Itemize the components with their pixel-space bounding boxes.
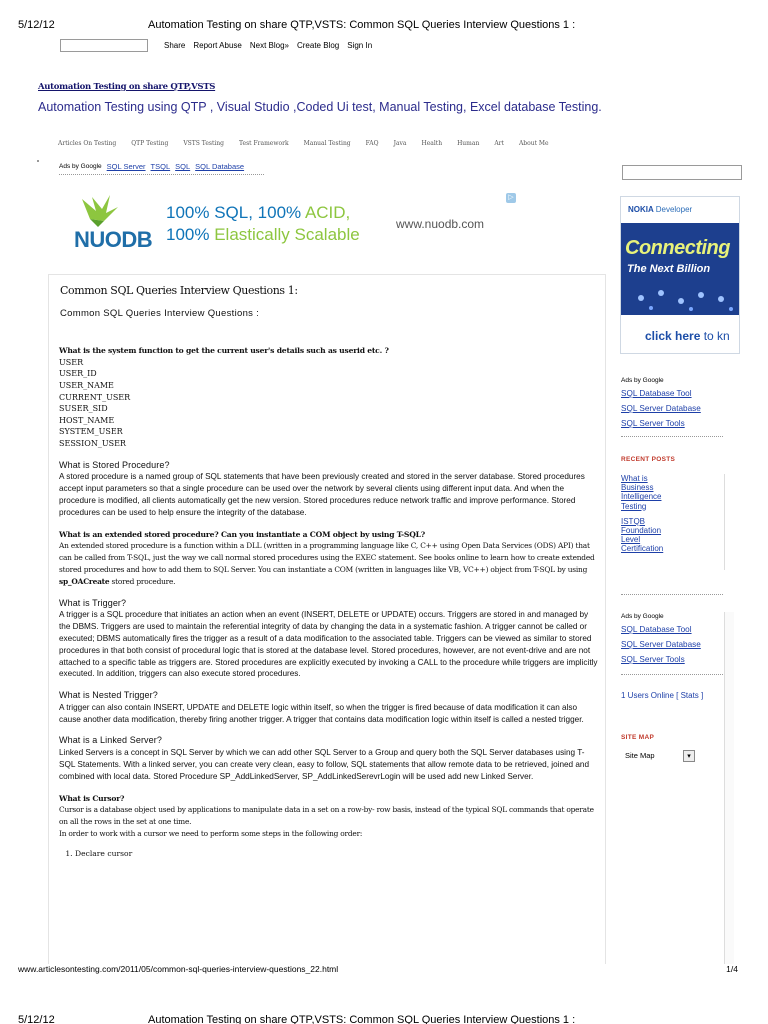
navbar-search-input[interactable] xyxy=(60,39,148,52)
nuodb-banner-ad[interactable] xyxy=(70,193,518,251)
banner-line-2-text: 100% xyxy=(166,225,215,244)
users-online[interactable]: 1 Users Online [ Stats ] xyxy=(621,691,704,700)
sidebar-ad-link[interactable]: SQL Server Tools xyxy=(621,655,685,664)
list-item: CURRENT_USER xyxy=(59,392,131,402)
navbar-create-blog-link[interactable]: Create Blog xyxy=(296,40,340,50)
list-item: USER xyxy=(59,357,84,367)
tab-qtp-testing[interactable]: QTP Testing xyxy=(131,140,169,147)
print-date: 5/12/12 xyxy=(18,19,55,31)
blog-description: Automation Testing using QTP , Visual Studio ,Coded Ui test, Manual Testing, Excel database Testing. xyxy=(38,100,602,114)
question-stored-procedure: What is Stored Procedure? xyxy=(59,459,170,470)
print-header-page-2 xyxy=(0,1014,768,1024)
sidebar-ad-link[interactable]: SQL Server Tools xyxy=(621,419,685,428)
ads-by-google-label[interactable]: Ads by Google xyxy=(621,613,664,620)
sidebar-ad-link[interactable]: SQL Server Database xyxy=(621,404,701,413)
banner-url: www.nuodb.com xyxy=(396,217,485,231)
banner-line-1 xyxy=(166,203,350,223)
page-tabs xyxy=(58,140,549,147)
question-system-function: What is the system function to get the current user's details such as userid etc. ? xyxy=(59,346,389,355)
nokia-brand xyxy=(628,205,692,214)
sidebar-search-input[interactable] xyxy=(622,165,742,180)
list-item: SESSION_USER xyxy=(59,438,126,448)
ad-link-sql-database[interactable]: SQL Database xyxy=(195,162,245,171)
banner-line-2-highlight: Elastically Scalable xyxy=(214,225,360,244)
post-body xyxy=(59,345,599,860)
list-item: USER_ID xyxy=(59,369,97,379)
site-map-heading: SITE MAP xyxy=(621,734,655,741)
divider xyxy=(621,594,723,595)
print-footer-url: www.articlesontesting.com/2011/05/common-sql-queries-interview-questions_22.html xyxy=(18,964,339,974)
answer-text: stored procedure. xyxy=(109,576,176,586)
sidebar-ad-link[interactable]: SQL Database Tool xyxy=(621,389,692,398)
blogger-navbar xyxy=(60,38,372,52)
answer-nested-trigger: A trigger can also contain INSERT, UPDATE and DELETE logic within itself, so when the trigger is fired because of data modification it can also cause another data modification, thereby firing another trigger. A trigger that contains data modification logic within itself is called a nested trigger. xyxy=(59,702,584,724)
list-item: SUSER_SID xyxy=(59,404,108,414)
ad-link-sql[interactable]: SQL xyxy=(175,162,191,171)
recent-posts-heading: RECENT POSTS xyxy=(621,456,676,463)
divider xyxy=(621,674,723,675)
ad-link-tsql[interactable]: TSQL xyxy=(150,162,171,171)
print-header xyxy=(0,19,768,33)
divider xyxy=(621,436,723,437)
ads-by-google-label[interactable]: Ads by Google xyxy=(59,163,102,170)
tab-test-framework[interactable]: Test Framework xyxy=(239,140,289,147)
print-footer-page: 1/4 xyxy=(726,964,738,974)
site-map-select-value: Site Map xyxy=(625,751,655,760)
ad-links-top xyxy=(59,162,244,171)
sidebar-ads-1 xyxy=(621,376,701,431)
answer-trigger: A trigger is a SQL procedure that initiates an action when an event (INSERT, DELETE or UPDATE) occurs. Triggers are stored in and managed by the DBMS. Triggers are used to maintain the referential integrity of data by changing the data in a systematic fashion. A trigger cannot be called or executed; DBMS automatically fires the trigger as a result of a data modification to the associated table. Triggers can be viewed as similar to stored procedures in that both consist of procedural logic that is stored at the database level. Stored procedures, however, are not event-drive and are not attached to a specific table as triggers are. Stored procedures are explicitly executed by invoking a CALL to the procedure while triggers are implicitly executed. In addition, triggers can also execute stored procedures. xyxy=(59,610,598,679)
nuodb-bird-icon xyxy=(80,193,120,229)
ads-by-google-label[interactable]: Ads by Google xyxy=(621,377,664,384)
tab-vsts-testing[interactable]: VSTS Testing xyxy=(183,140,224,147)
banner-line-1-highlight: ACID, xyxy=(304,203,351,222)
nokia-sidebar-ad[interactable] xyxy=(620,196,740,354)
banner-line-2 xyxy=(166,225,360,245)
answer-bold-term: sp_OACreate xyxy=(59,576,110,586)
nokia-ad-headline: Connecting xyxy=(625,237,730,259)
answer-linked-server: Linked Servers is a concept in SQL Server by which we can add other SQL Server to a Group and query both the SQL Server databases using T-SQL Statements. With a linked server, you can create very clean, easy to follow, SQL statements that allow remote data to be retrieved, joined and combined with local data. Stored Procedure SP_AddLinkedServer, SP_AddLinkedSerevrLogin will be used add new Linked Server. xyxy=(59,748,590,781)
answer-text: An extended stored procedure is a function within a DLL (written in a programming language like C, C++ using Open Data Services (ODS) API) that can be called from T-SQL, just the way we call normal stored procedures using the EXEC statement. See books online to learn how to create extended stored procedures and how to add them to SQL Server. You can instantiate a COM (written in languages like VB, VC++) object from T-SQL by using xyxy=(59,541,595,574)
ad-link-sql-server[interactable]: SQL Server xyxy=(106,162,146,171)
question-nested-trigger: What is Nested Trigger? xyxy=(59,690,158,701)
bullet-dot xyxy=(37,160,39,162)
nokia-ad-cta[interactable] xyxy=(645,329,730,343)
tab-manual-testing[interactable]: Manual Testing xyxy=(303,140,351,147)
blog-name-link[interactable]: Automation Testing on share QTP,VSTS xyxy=(38,82,216,92)
print-date: 5/12/12 xyxy=(18,1014,55,1024)
nokia-ad-cta-rest: to kn xyxy=(700,329,730,343)
recent-post-link[interactable]: What is Business Intelligence Testing xyxy=(621,474,662,511)
question-trigger: What is Trigger? xyxy=(59,597,127,608)
navbar-next-blog-link[interactable]: Next Blog» xyxy=(249,40,289,50)
post-title: Common SQL Queries Interview Questions 1: xyxy=(60,284,298,297)
tab-health[interactable]: Health xyxy=(421,140,443,147)
tab-about-me[interactable]: About Me xyxy=(518,140,549,147)
recent-posts-scrollbar[interactable] xyxy=(724,474,734,570)
nuodb-logo-text: NUODB xyxy=(74,227,153,252)
sidebar-ads-2 xyxy=(621,612,701,667)
list-item: HOST_NAME xyxy=(59,415,115,425)
print-title: Automation Testing on share QTP,VSTS: Common SQL Queries Interview Questions 1 : xyxy=(148,1014,576,1024)
question-extended-stored-procedure: What is an extended stored procedure? Can you instantiate a COM object by using T-SQL? xyxy=(59,529,425,539)
answer-cursor-steps-intro: In order to work with a cursor we need to perform some steps in the following order: xyxy=(59,829,363,839)
nokia-brand-sub: Developer xyxy=(655,205,693,214)
cursor-steps-list xyxy=(75,848,599,860)
list-item: USER_NAME xyxy=(59,380,114,390)
post-subtitle: Common SQL Queries Interview Questions : xyxy=(60,308,260,319)
navbar-share-link[interactable]: Share xyxy=(164,40,186,50)
nokia-brand-text: NOKIA xyxy=(628,205,654,214)
tab-human[interactable]: Human xyxy=(457,140,480,147)
question-linked-server: What is a Linked Server? xyxy=(59,735,162,746)
chevron-down-icon[interactable]: ▾ xyxy=(683,750,695,762)
tab-articles-on-testing[interactable]: Articles On Testing xyxy=(58,140,117,147)
list-item: 1. Declare cursor xyxy=(75,848,599,860)
answer-stored-procedure: A stored procedure is a named group of SQL statements that have been previously created and stored in the server database. Stored procedures accept input parameters so that a single procedure can be used over the network by several clients using different input data. And when the procedure is modified, all clients automatically get the new version. Stored procedures reduce network traffic and improve performance. Stored procedures can be used to help ensure the integrity of the database. xyxy=(59,472,585,517)
nokia-ad-image xyxy=(621,223,740,315)
print-title: Automation Testing on share QTP,VSTS: Common SQL Queries Interview Questions 1 : xyxy=(148,19,576,31)
site-map-select[interactable] xyxy=(625,749,695,762)
adchoices-icon[interactable]: ▷ xyxy=(506,193,516,203)
nokia-ad-subline: The Next Billion xyxy=(627,263,711,275)
tab-java[interactable]: Java xyxy=(393,140,407,147)
tab-art[interactable]: Art xyxy=(494,140,504,147)
navbar-sign-in-link[interactable]: Sign In xyxy=(347,40,373,50)
question-cursor: What is Cursor? xyxy=(59,793,125,803)
banner-line-1-text: 100% SQL, 100% xyxy=(166,203,305,222)
navbar-report-abuse-link[interactable]: Report Abuse xyxy=(193,40,242,50)
tab-faq[interactable]: FAQ xyxy=(365,140,379,147)
system-function-list xyxy=(59,357,599,450)
sidebar-ad-link[interactable]: SQL Database Tool xyxy=(621,625,692,634)
answer-cursor: Cursor is a database object used by applications to manipulate data in a set on a row-by- row basis, instead of the typical SQL commands that operate on all the rows in the set at one time. xyxy=(59,805,594,827)
list-item: SYSTEM_USER xyxy=(59,427,123,437)
nokia-ad-cta-bold: click here xyxy=(645,329,701,343)
recent-post-link[interactable]: ISTQB Foundation Level Certification xyxy=(621,516,664,554)
sidebar-ad-link[interactable]: SQL Server Database xyxy=(621,640,701,649)
divider xyxy=(59,174,264,175)
answer-extended-stored-procedure xyxy=(59,540,599,587)
sidebar-scrollbar[interactable] xyxy=(724,612,734,964)
recent-posts-list xyxy=(621,474,671,568)
